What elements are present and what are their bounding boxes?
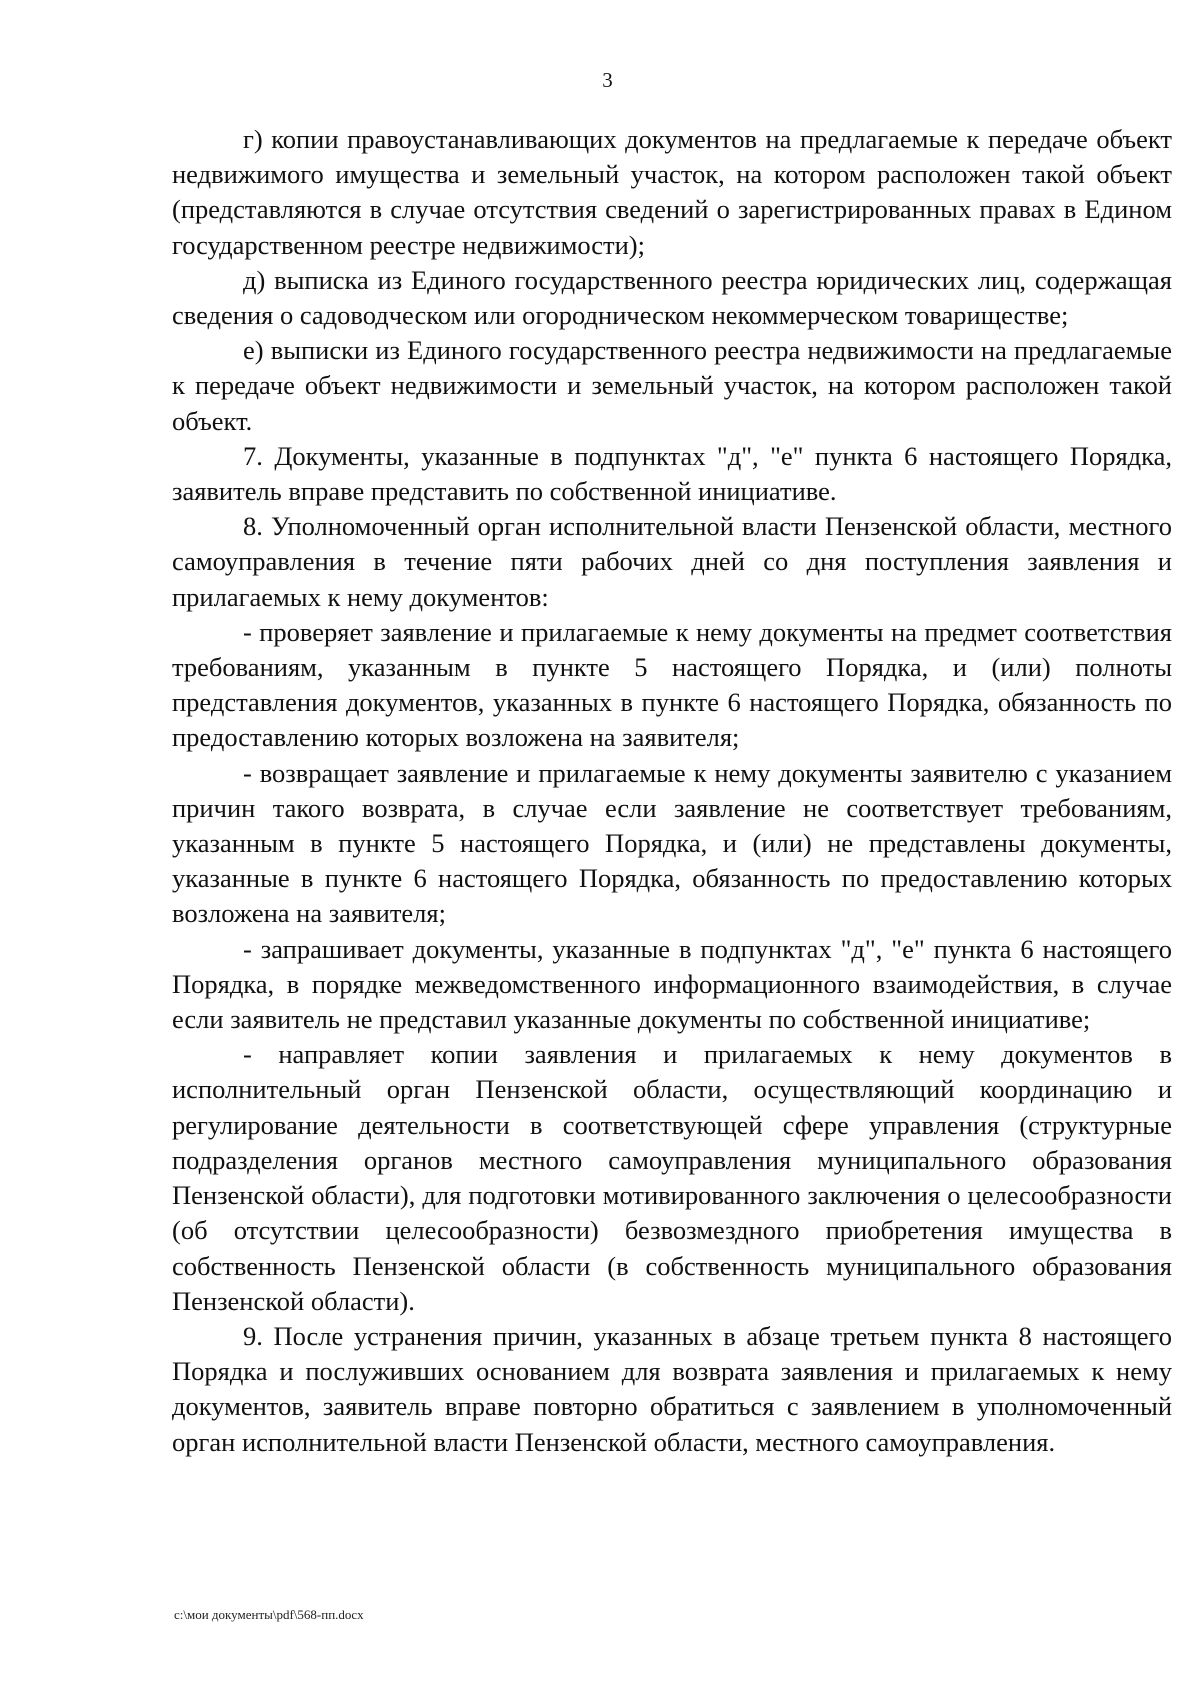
paragraph-8-return: - возвращает заявление и прилагаемые к нему документы заявителю с указанием причин такого возврата, в случае если заявление не соответствует требованиям, указанным в пункте 5 настоящего Порядка, и (или) не представлены документы, указанные в пункте 6 настоящего Порядка, обязанность по предоставлению которых возложена на заявителя; — [172, 757, 1172, 929]
footer-file-path: c:\мои документы\pdf\568-пп.docx — [174, 1607, 364, 1622]
paragraph-8-request: - запрашивает документы, указанные в подпунктах "д", "е" пункта 6 настоящего Порядка, в порядке межведомственного информационного взаимодействия, в случае если заявитель не представил указанные документы по собственной инициативе; — [172, 933, 1172, 1035]
document-body — [172, 122, 1172, 1460]
paragraph-7: 7. Документы, указанные в подпунктах "д", "е" пункта 6 настоящего Порядка, заявитель вправе представить по собственной инициативе. — [172, 440, 1172, 507]
paragraph-9: 9. После устранения причин, указанных в абзаце третьем пункта 8 настоящего Порядка и послуживших основанием для возврата заявления и прилагаемых к нему документов, заявитель вправе повторно обратиться с заявлением в уполномоченный орган исполнительной власти Пензенской области, местного самоуправления. — [172, 1320, 1172, 1457]
paragraph-d-extract-legal-entities: д) выписка из Единого государственного реестра юридических лиц, содержащая сведения о садоводческом или огородническом некоммерческом товариществе; — [172, 264, 1172, 331]
paragraph-e-extract-real-estate: е) выписки из Единого государственного реестра недвижимости на предлагаемые к передаче объект недвижимости и земельный участок, на котором расположен такой объект. — [172, 335, 1172, 436]
paragraph-g-copies: г) копии правоустанавливающих документов на предлагаемые к передаче объект недвижимого имущества и земельный участок, на котором расположен такой объект (представляются в случае отсутствия сведений о зарегистрированных правах в Едином государственном реестре недвижимости); — [172, 124, 1172, 260]
paragraph-8-forward: - направляет копии заявления и прилагаемых к нему документов в исполнительный орган Пензенской области, осуществляющий координацию и регулирование деятельности в соответствующей сфере управления (структурные подразделения органов местного самоуправления муниципального образования Пензенской области), для подготовки мотивированного заключения о целесообразности (об отсутствии целесообразности) безвозмездного приобретения имущества в собственность Пензенской области (в собственность муниципального образования Пензенской области). — [172, 1039, 1172, 1316]
page-number: 3 — [602, 68, 613, 92]
paragraph-8: 8. Уполномоченный орган исполнительной власти Пензенской области, местного самоуправления в течение пяти рабочих дней со дня поступления заявления и прилагаемых к нему документов: — [172, 511, 1172, 612]
paragraph-8-check: - проверяет заявление и прилагаемые к нему документы на предмет соответствия требованиям, указанным в пункте 5 настоящего Порядка, и (или) полноты представления документов, указанных в пункте 6 настоящего Порядка, обязанность по предоставлению которых возложена на заявителя; — [172, 616, 1172, 753]
